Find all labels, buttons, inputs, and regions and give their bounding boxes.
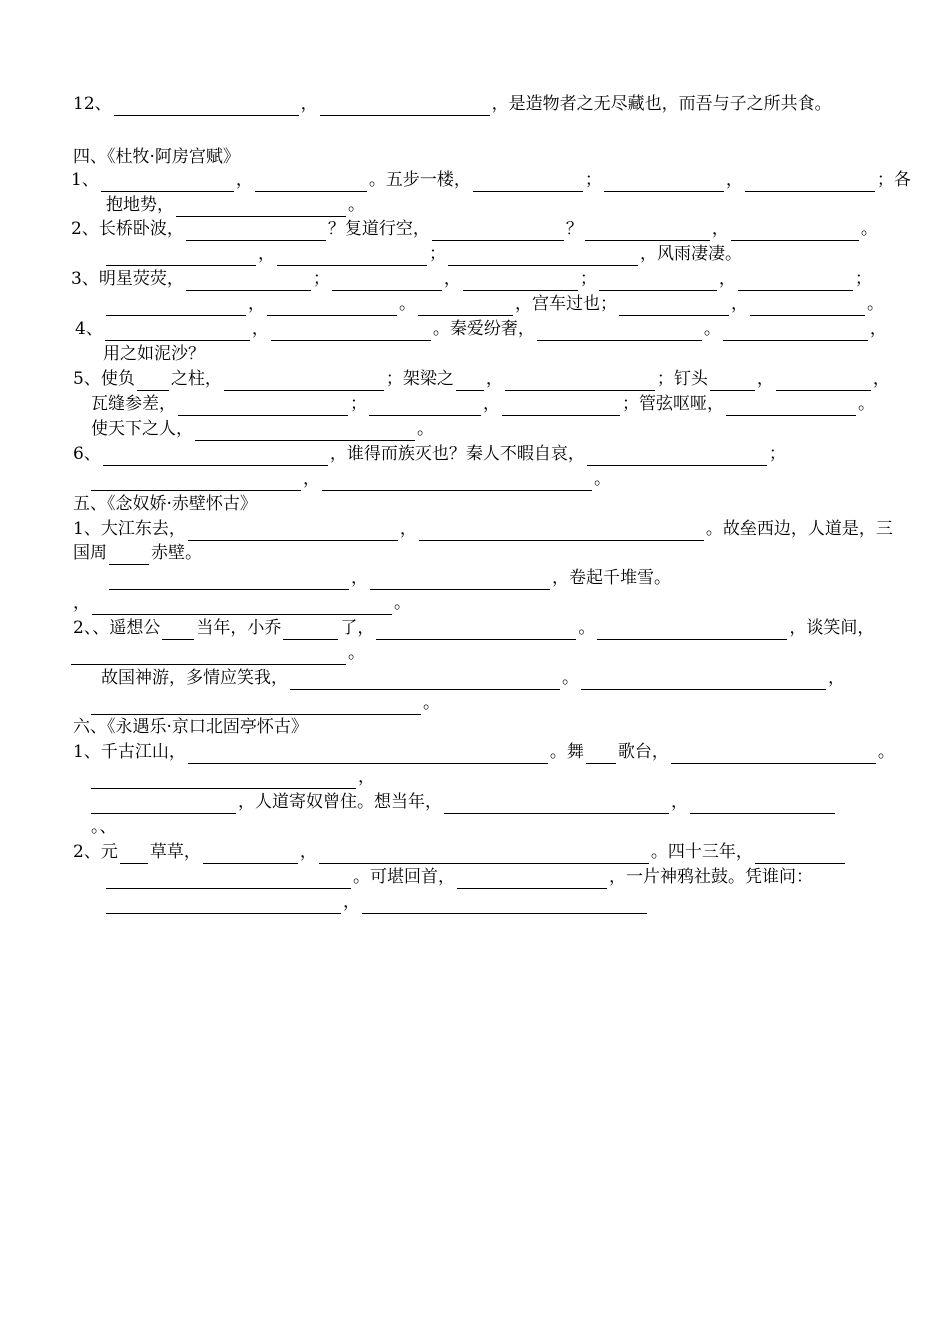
question-line bbox=[105, 242, 743, 266]
answer-blank[interactable] bbox=[186, 222, 326, 241]
question-line bbox=[72, 740, 896, 764]
question-line bbox=[72, 442, 787, 466]
question-line bbox=[105, 193, 366, 217]
line-text: 。、 bbox=[91, 817, 117, 837]
line-text: ， bbox=[300, 94, 318, 114]
line-text: ，谁得而族灭也？秦人不暇自哀， bbox=[329, 444, 585, 464]
answer-blank[interactable] bbox=[106, 297, 246, 316]
line-text: 五、《念奴娇·赤壁怀古》 bbox=[73, 494, 257, 514]
line-text: ， bbox=[485, 369, 503, 389]
answer-blank[interactable] bbox=[120, 845, 148, 864]
question-line bbox=[90, 765, 376, 789]
answer-blank[interactable] bbox=[91, 770, 356, 789]
line-text: 。舞 bbox=[549, 742, 584, 762]
answer-blank[interactable] bbox=[587, 447, 767, 466]
answer-blank[interactable] bbox=[224, 372, 384, 391]
line-text: 2、、遥想公 bbox=[73, 618, 161, 638]
line-text: 。 bbox=[348, 643, 365, 663]
line-text: ， bbox=[711, 219, 729, 239]
line-text: 。 bbox=[594, 469, 611, 489]
line-text: ， bbox=[671, 792, 688, 812]
answer-blank[interactable] bbox=[114, 97, 299, 116]
line-text: ，宫车过也； bbox=[515, 294, 617, 314]
line-text: ，是造物者之无尽藏也，而吾与子之所共食。 bbox=[491, 94, 832, 114]
answer-blank[interactable] bbox=[362, 895, 647, 914]
answer-blank[interactable] bbox=[255, 173, 367, 192]
line-text: 1、千古江山， bbox=[73, 742, 186, 762]
line-text: 瓦缝参差， bbox=[91, 394, 176, 414]
answer-blank[interactable] bbox=[332, 272, 442, 291]
answer-blank[interactable] bbox=[755, 845, 845, 864]
answer-blank[interactable] bbox=[195, 422, 415, 441]
line-text: ； bbox=[429, 244, 446, 264]
answer-blank[interactable] bbox=[448, 247, 638, 266]
line-text: ，卷起千堆雪。 bbox=[552, 568, 671, 588]
answer-blank[interactable] bbox=[105, 322, 250, 341]
question-line bbox=[105, 292, 885, 316]
answer-blank[interactable] bbox=[444, 795, 669, 814]
answer-blank[interactable] bbox=[188, 522, 398, 541]
answer-blank[interactable] bbox=[690, 795, 835, 814]
line-text: ； bbox=[584, 170, 602, 190]
line-text: ， bbox=[303, 469, 320, 489]
question-line bbox=[90, 815, 118, 839]
answer-blank[interactable] bbox=[456, 372, 484, 391]
answer-blank[interactable] bbox=[463, 272, 578, 291]
question-line bbox=[90, 790, 836, 814]
answer-blank[interactable] bbox=[671, 745, 876, 764]
line-text: 。五步一楼， bbox=[368, 170, 471, 190]
question-line bbox=[72, 92, 833, 116]
answer-blank[interactable] bbox=[137, 372, 169, 391]
line-text: 。 bbox=[417, 419, 434, 439]
answer-blank[interactable] bbox=[604, 173, 724, 192]
line-text: ；各 bbox=[876, 170, 911, 190]
line-text: 3、明星荧荧， bbox=[71, 269, 184, 289]
answer-blank[interactable] bbox=[776, 372, 871, 391]
line-text: 使天下之人， bbox=[91, 419, 193, 439]
answer-blank[interactable] bbox=[283, 621, 338, 640]
question-line bbox=[72, 616, 875, 640]
line-text: 2、元 bbox=[73, 842, 118, 862]
line-text: ， bbox=[358, 767, 375, 787]
answer-blank[interactable] bbox=[91, 795, 236, 814]
line-text: 四、《杜牧·阿房宫赋》 bbox=[73, 147, 240, 167]
line-text: ， bbox=[248, 294, 265, 314]
line-text: 4、 bbox=[75, 319, 103, 339]
answer-blank[interactable] bbox=[419, 522, 704, 541]
line-text: ？复道行空， bbox=[327, 219, 430, 239]
line-text: 用之如泥沙？ bbox=[103, 344, 205, 364]
line-text: ； bbox=[312, 269, 330, 289]
line-text: ；钉头 bbox=[656, 369, 708, 389]
question-line bbox=[70, 168, 912, 192]
line-text: 故国神游，多情应笑我， bbox=[101, 668, 288, 688]
answer-blank[interactable] bbox=[103, 447, 328, 466]
answer-blank[interactable] bbox=[106, 247, 256, 266]
answer-blank[interactable] bbox=[71, 646, 346, 665]
answer-blank[interactable] bbox=[418, 297, 513, 316]
line-text: 草草， bbox=[149, 842, 201, 862]
line-text: 之柱， bbox=[170, 369, 222, 389]
answer-blank[interactable] bbox=[267, 297, 397, 316]
question-line bbox=[72, 541, 203, 565]
line-text: 2、长桥卧波， bbox=[71, 219, 184, 239]
line-text: 。可堪回首， bbox=[353, 867, 455, 887]
answer-blank[interactable] bbox=[109, 546, 149, 565]
answer-blank[interactable] bbox=[710, 372, 755, 391]
answer-blank[interactable] bbox=[92, 596, 392, 615]
line-text: ；架梁之 bbox=[385, 369, 454, 389]
answer-blank[interactable] bbox=[322, 472, 592, 491]
line-text: 1、 bbox=[71, 170, 99, 190]
line-text: ， bbox=[483, 394, 500, 414]
answer-blank[interactable] bbox=[203, 845, 298, 864]
line-text: 。故垒西边，人道是，三 bbox=[705, 519, 893, 539]
line-text: 。 bbox=[867, 294, 884, 314]
answer-blank[interactable] bbox=[290, 671, 560, 690]
answer-blank[interactable] bbox=[376, 621, 576, 640]
line-text: 赤壁。 bbox=[151, 543, 202, 563]
line-text: ， bbox=[731, 294, 748, 314]
answer-blank[interactable] bbox=[319, 845, 649, 864]
line-text: ， bbox=[869, 319, 887, 339]
section-heading bbox=[72, 492, 258, 516]
line-text: ，风雨凄凄。 bbox=[640, 244, 742, 264]
line-text: ， bbox=[399, 519, 417, 539]
line-text: 六、《永遇乐·京口北固亭怀古》 bbox=[73, 717, 308, 737]
answer-blank[interactable] bbox=[537, 322, 702, 341]
answer-blank[interactable] bbox=[277, 247, 427, 266]
question-line bbox=[70, 217, 879, 241]
question-line bbox=[72, 517, 894, 541]
answer-blank[interactable] bbox=[188, 745, 548, 764]
answer-blank[interactable] bbox=[320, 97, 490, 116]
line-text: 抱地势， bbox=[106, 195, 174, 215]
answer-blank[interactable] bbox=[726, 397, 856, 416]
question-line bbox=[70, 267, 873, 291]
line-text: ， bbox=[872, 369, 890, 389]
line-text: ， bbox=[251, 319, 269, 339]
question-line bbox=[105, 890, 648, 914]
answer-blank[interactable] bbox=[91, 696, 421, 715]
answer-blank[interactable] bbox=[586, 745, 616, 764]
line-text: 。 bbox=[877, 742, 895, 762]
line-text: 。 bbox=[578, 618, 596, 638]
line-text: ， bbox=[258, 244, 275, 264]
line-text: ， bbox=[718, 269, 736, 289]
answer-blank[interactable] bbox=[750, 297, 865, 316]
question-line bbox=[105, 865, 814, 889]
line-text: ， bbox=[343, 892, 360, 912]
line-text: ， bbox=[828, 668, 845, 688]
section-heading bbox=[72, 715, 309, 739]
question-line bbox=[72, 591, 412, 615]
line-text: ， bbox=[73, 593, 90, 613]
line-text: 5、使负 bbox=[73, 369, 135, 389]
line-text: 12、 bbox=[73, 94, 112, 114]
line-text: ；管弦呕哑， bbox=[622, 394, 724, 414]
line-text: ； bbox=[579, 269, 597, 289]
line-text: ， bbox=[299, 842, 317, 862]
answer-blank[interactable] bbox=[370, 571, 550, 590]
answer-blank[interactable] bbox=[106, 870, 351, 889]
section-heading bbox=[72, 145, 241, 169]
line-text: 。 bbox=[858, 394, 875, 414]
question-line bbox=[90, 417, 435, 441]
question-line bbox=[90, 392, 876, 416]
line-text: 。 bbox=[423, 693, 440, 713]
question-line bbox=[100, 666, 846, 690]
answer-blank[interactable] bbox=[91, 472, 301, 491]
answer-blank[interactable] bbox=[109, 571, 349, 590]
answer-blank[interactable] bbox=[723, 322, 868, 341]
line-text: 1、大江东去， bbox=[73, 519, 186, 539]
answer-blank[interactable] bbox=[186, 272, 311, 291]
line-text: ，人道寄奴曾住。想当年， bbox=[238, 792, 442, 812]
line-text: 。 bbox=[562, 668, 579, 688]
line-text: 。 bbox=[348, 195, 365, 215]
answer-blank[interactable] bbox=[178, 397, 348, 416]
question-line bbox=[72, 367, 891, 391]
answer-blank[interactable] bbox=[369, 397, 481, 416]
answer-blank[interactable] bbox=[745, 173, 875, 192]
line-text: ， bbox=[756, 369, 774, 389]
answer-blank[interactable] bbox=[473, 173, 583, 192]
answer-blank[interactable] bbox=[176, 198, 346, 217]
line-text: 了， bbox=[340, 618, 375, 638]
answer-blank[interactable] bbox=[581, 671, 826, 690]
line-text: 。秦爱纷奢， bbox=[432, 319, 535, 339]
line-text: 。 bbox=[703, 319, 721, 339]
question-line bbox=[70, 641, 366, 665]
question-line bbox=[74, 317, 888, 341]
answer-blank[interactable] bbox=[432, 222, 564, 241]
line-text: 。 bbox=[399, 294, 416, 314]
answer-blank[interactable] bbox=[106, 895, 341, 914]
line-text: ， bbox=[725, 170, 743, 190]
line-text: 当年，小乔 bbox=[196, 618, 282, 638]
answer-blank[interactable] bbox=[599, 272, 717, 291]
answer-blank[interactable] bbox=[271, 322, 431, 341]
answer-blank[interactable] bbox=[457, 870, 607, 889]
line-text: 。四十三年， bbox=[650, 842, 753, 862]
line-text: ， bbox=[235, 170, 253, 190]
question-line bbox=[90, 691, 441, 715]
answer-blank[interactable] bbox=[101, 173, 234, 192]
line-text: ； bbox=[350, 394, 367, 414]
line-text: ； bbox=[768, 444, 786, 464]
line-text: 6、 bbox=[73, 444, 101, 464]
answer-blank[interactable] bbox=[731, 222, 859, 241]
answer-blank[interactable] bbox=[619, 297, 729, 316]
answer-blank[interactable] bbox=[162, 621, 194, 640]
line-text: 歌台， bbox=[617, 742, 669, 762]
question-line bbox=[108, 566, 672, 590]
line-text: ， bbox=[351, 568, 368, 588]
question-line bbox=[102, 342, 206, 366]
line-text: ，谈笑间， bbox=[789, 618, 875, 638]
line-text: 。 bbox=[860, 219, 878, 239]
line-text: 国周 bbox=[73, 543, 107, 563]
answer-blank[interactable] bbox=[505, 372, 655, 391]
line-text: ，一片神鸦社鼓。凭谁问： bbox=[609, 867, 813, 887]
answer-blank[interactable] bbox=[585, 222, 710, 241]
line-text: ， bbox=[443, 269, 461, 289]
answer-blank[interactable] bbox=[597, 621, 787, 640]
answer-blank[interactable] bbox=[738, 272, 853, 291]
question-line bbox=[90, 467, 612, 491]
line-text: 。 bbox=[394, 593, 411, 613]
answer-blank[interactable] bbox=[502, 397, 620, 416]
line-text: ？ bbox=[565, 219, 583, 239]
line-text: ； bbox=[854, 269, 872, 289]
question-line bbox=[72, 840, 846, 864]
